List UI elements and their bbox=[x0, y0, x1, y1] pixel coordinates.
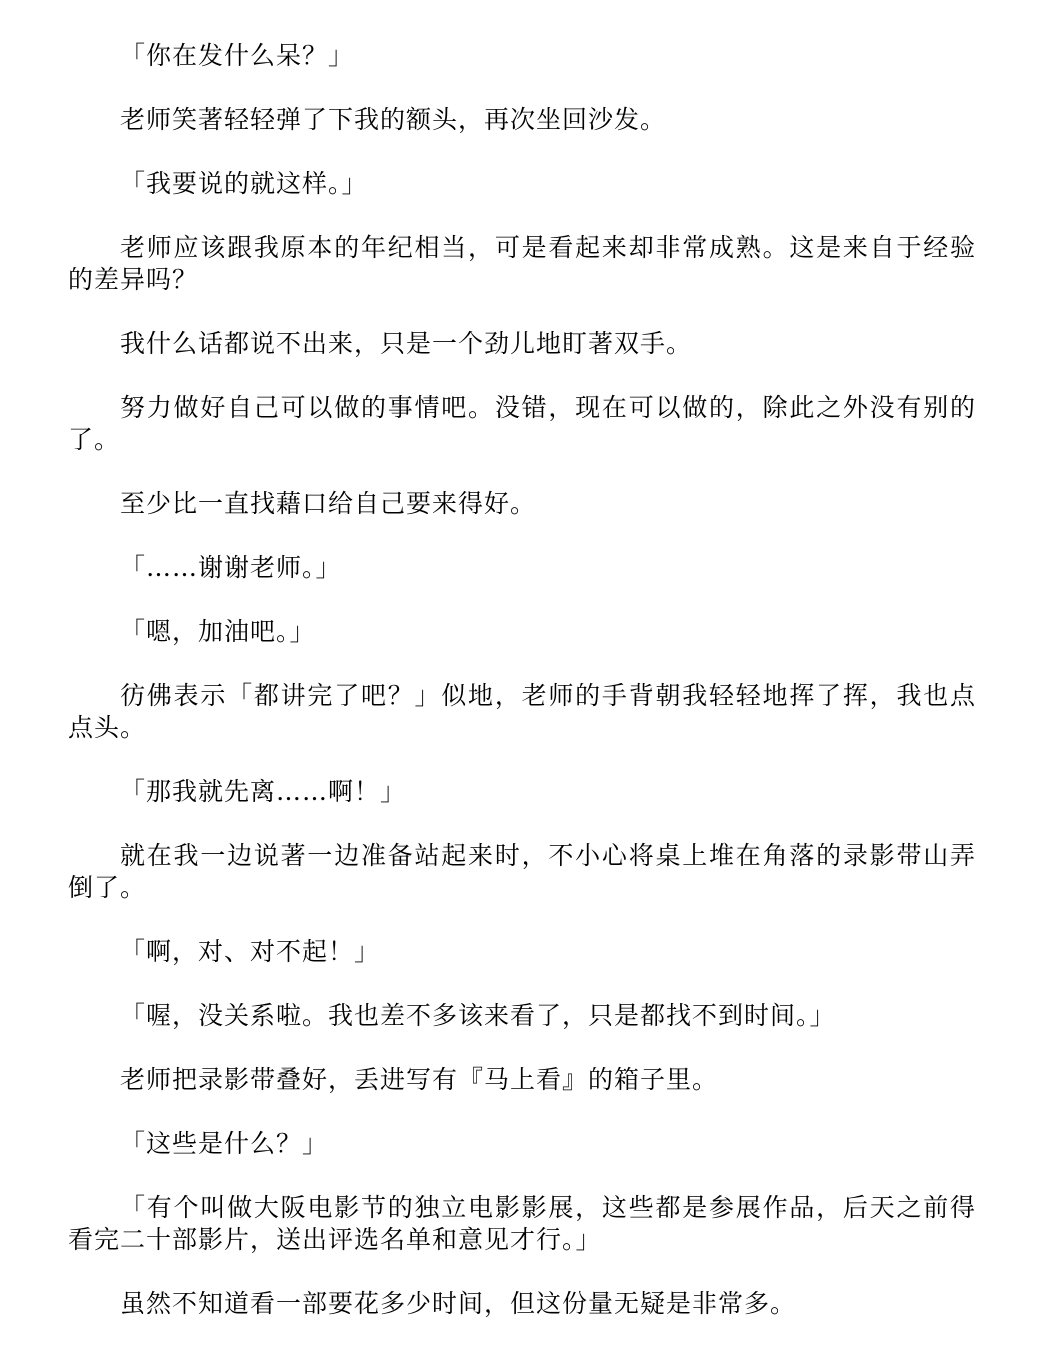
paragraph-3: 「我要说的就这样。」 bbox=[120, 169, 368, 198]
paragraph-12: 就在我一边说著一边准备站起来时，不小心将桌上堆在角落的录影带山弄倒了。 bbox=[68, 841, 976, 902]
paragraph-15: 老师把录影带叠好，丢进写有『马上看』的箱子里。 bbox=[120, 1065, 719, 1094]
paragraph-11: 「那我就先离……啊！」 bbox=[120, 777, 407, 806]
paragraph-6: 努力做好自己可以做的事情吧。没错，现在可以做的，除此之外没有别的了。 bbox=[68, 393, 976, 454]
paragraph-9: 「嗯，加油吧。」 bbox=[120, 617, 316, 646]
paragraph-4: 老师应该跟我原本的年纪相当，可是看起来却非常成熟。这是来自于经验的差异吗？ bbox=[68, 233, 976, 294]
paragraph-10: 彷佛表示「都讲完了吧？」似地，老师的手背朝我轻轻地挥了挥，我也点点头。 bbox=[68, 681, 976, 742]
paragraph-5: 我什么话都说不出来，只是一个劲儿地盯著双手。 bbox=[120, 329, 693, 358]
paragraph-8: 「……谢谢老师。」 bbox=[120, 553, 342, 582]
paragraph-13: 「啊，对、对不起！」 bbox=[120, 937, 381, 966]
paragraph-2: 老师笑著轻轻弹了下我的额头，再次坐回沙发。 bbox=[120, 105, 667, 134]
paragraph-17: 「有个叫做大阪电影节的独立电影影展，这些都是参展作品，后天之前得看完二十部影片，送出评选名单和意见才行。」 bbox=[68, 1193, 976, 1254]
paragraph-1: 「你在发什么呆？」 bbox=[120, 41, 355, 70]
paragraph-7: 至少比一直找藉口给自己要来得好。 bbox=[120, 489, 537, 518]
paragraph-18: 虽然不知道看一部要花多少时间，但这份量无疑是非常多。 bbox=[120, 1289, 797, 1318]
paragraph-16: 「这些是什么？」 bbox=[120, 1129, 329, 1158]
paragraph-14: 「喔，没关系啦。我也差不多该来看了，只是都找不到时间。」 bbox=[120, 1001, 836, 1030]
